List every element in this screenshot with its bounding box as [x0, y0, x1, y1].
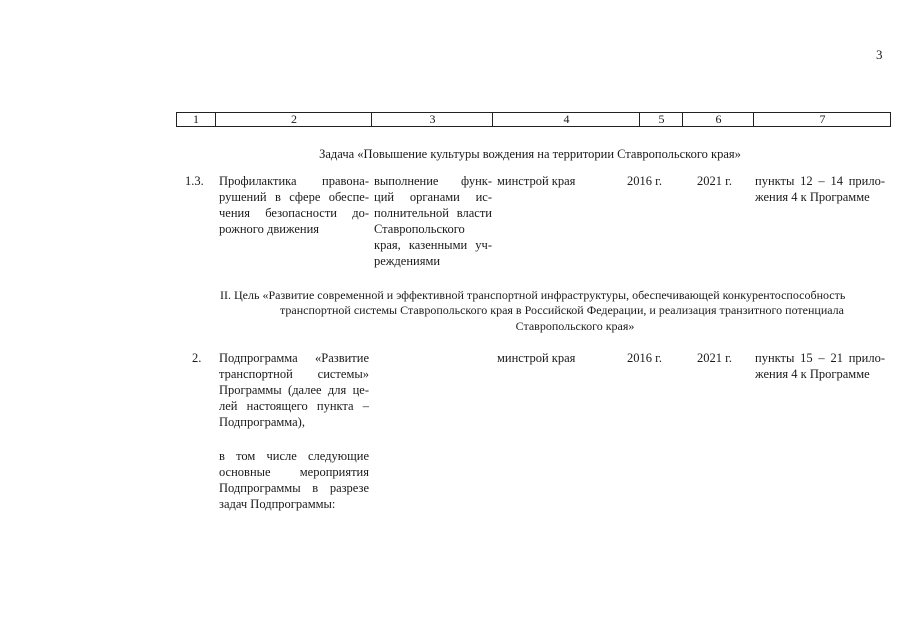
row-1-3-indicators: пункты 12 – 14 прило-жения 4 к Программе	[755, 174, 885, 204]
column-header-5: 5	[639, 113, 683, 126]
goal-heading-line-1: II. Цель «Развитие современной и эффективной транспортной инфраструктуры, обеспечивающей конкурентоспособность	[220, 288, 846, 302]
row-2-indicators: пункты 15 – 21 прило-жения 4 к Программе	[755, 351, 885, 381]
row-2-start: 2016 г.	[627, 351, 662, 365]
row-1-3-executor: минстрой края	[497, 174, 576, 188]
row-1-3-number: 1.3.	[185, 174, 204, 188]
row-2-number: 2.	[192, 351, 202, 365]
page-number: 3	[876, 47, 883, 62]
column-number-header	[176, 112, 891, 127]
row-1-3-type: выполнение функ-ций органами ис-полнительной власти Ставропольского края, казенными уч-реждениями	[374, 174, 492, 268]
column-header-7: 7	[753, 113, 891, 126]
row-2-end: 2021 г.	[697, 351, 732, 365]
column-header-2: 2	[215, 113, 372, 126]
column-header-4: 4	[492, 113, 640, 126]
row-2-name: Подпрограмма «Развитие транспортной системы» Программы (далее для це-лей настоящего пункта – Подпрограмма),	[219, 351, 369, 429]
column-header-1: 1	[193, 112, 199, 126]
task-heading: Задача «Повышение культуры вождения на территории Ставропольского края»	[319, 147, 741, 161]
row-1-3-end: 2021 г.	[697, 174, 732, 188]
row-1-3-start: 2016 г.	[627, 174, 662, 188]
row-2-name-continued: в том числе следующие основные мероприятия Подпрограммы в разрезе задач Подпрограммы:	[219, 449, 369, 511]
column-header-6: 6	[682, 113, 754, 126]
column-header-3: 3	[371, 113, 493, 126]
row-1-3-name: Профилактика правона-рушений в сфере обеспе-чения безопасности до-рожного движения	[219, 174, 369, 236]
row-2-executor: минстрой края	[497, 351, 576, 365]
goal-heading-line-3: Ставропольского края»	[515, 319, 635, 333]
goal-heading-line-2: транспортной системы Ставропольского края в Российской Федерации, и реализация транзитного потенциала	[280, 303, 844, 317]
